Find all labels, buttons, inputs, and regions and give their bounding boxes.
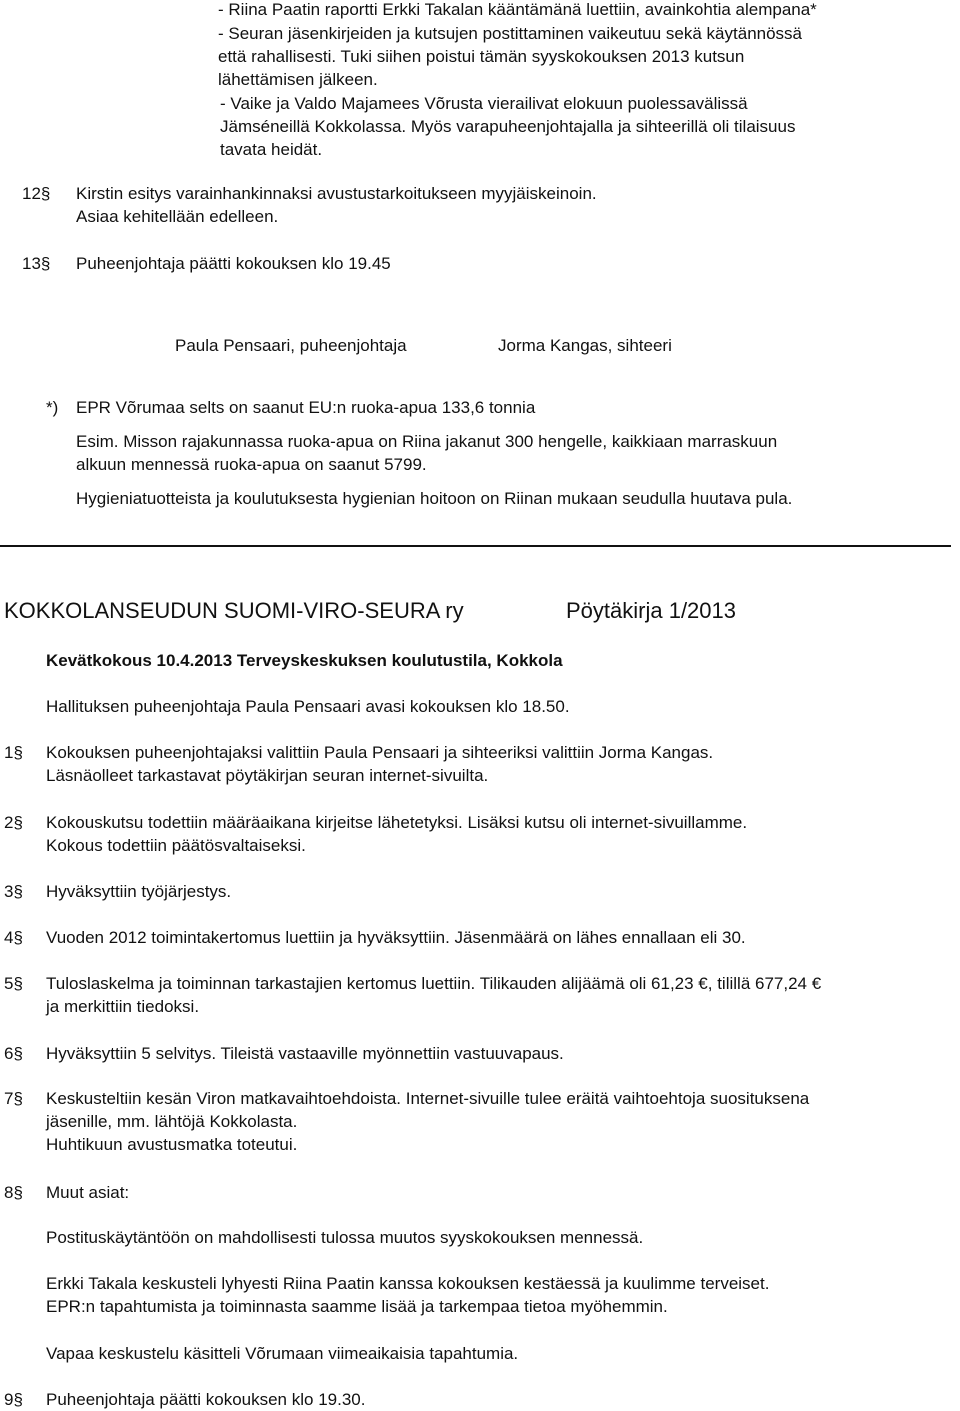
section-text: ja merkittiin tiedoksi.	[46, 997, 200, 1016]
bullet-text: että rahallisesti. Tuki siihen poistui tämän syyskokouksen 2013 kutsun	[218, 47, 745, 66]
bullet-text: - Vaike ja Valdo Majamees Võrusta vierailivat elokuun puolessavälissä	[220, 94, 748, 113]
section-number: 4§	[4, 928, 23, 947]
bullet-text: Jämséneillä Kokkolassa. Myös varapuheenjohtajalla ja sihteerillä oli tilaisuus	[220, 117, 796, 136]
other-paragraph: Postituskäytäntöön on mahdollisesti tulossa muutos syyskokouksen mennessä.	[46, 1228, 644, 1247]
section-number: 3§	[4, 882, 23, 901]
other-paragraph: Vapaa keskustelu käsitteli Võrumaan viimeaikaisia tapahtumia.	[46, 1344, 519, 1363]
section-number: 5§	[4, 974, 23, 993]
section-text: Läsnäolleet tarkastavat pöytäkirjan seuran internet-sivuilta.	[46, 766, 489, 785]
section-text: Muut asiat:	[46, 1183, 130, 1202]
section-text: Asiaa kehitellään edelleen.	[76, 207, 279, 226]
other-paragraph: EPR:n tapahtumista ja toiminnasta saamme lisää ja tarkempaa tietoa myöhemmin.	[46, 1297, 668, 1316]
section-number: 8§	[4, 1183, 23, 1202]
bullet-text: tavata heidät.	[220, 140, 323, 159]
section-text: Kokouskutsu todettiin määräaikana kirjeitse lähetetyksi. Lisäksi kutsu oli internet-sivuillamme.	[46, 813, 748, 832]
section-text: Kokouksen puheenjohtajaksi valittiin Paula Pensaari ja sihteeriksi valittiin Jorma Kangas.	[46, 743, 714, 762]
section-number: 7§	[4, 1089, 23, 1108]
section-text: Vuoden 2012 toimintakertomus luettiin ja hyväksyttiin. Jäsenmäärä on lähes ennallaan eli 30.	[46, 928, 746, 947]
bullet-text: lähettämisen jälkeen.	[218, 70, 378, 89]
opening-text: Hallituksen puheenjohtaja Paula Pensaari avasi kokouksen klo 18.50.	[46, 697, 570, 716]
footnote-text: alkuun mennessä ruoka-apua on saanut 5799.	[76, 455, 427, 474]
bullet-text: - Riina Paatin raportti Erkki Takalan kääntämänä luettiin, avainkohtia alempana*	[218, 0, 817, 19]
section-number: 1§	[4, 743, 23, 762]
section-text: Hyväksyttiin 5 selvitys. Tileistä vastaaville myönnettiin vastuuvapaus.	[46, 1044, 564, 1063]
footnote-text: Hygieniatuotteista ja koulutuksesta hygienian hoitoon on Riinan mukaan seudulla huutava pula.	[76, 489, 793, 508]
section-text: Hyväksyttiin työjärjestys.	[46, 882, 232, 901]
section-text: Huhtikuun avustusmatka toteutui.	[46, 1135, 298, 1154]
document-id: Pöytäkirja 1/2013	[566, 598, 736, 623]
section-number: 12§	[22, 184, 51, 203]
section-text: Keskusteltiin kesän Viron matkavaihtoehdoista. Internet-sivuille tulee eräitä vaihtoehtoja suosituksena	[46, 1089, 810, 1108]
other-paragraph: Erkki Takala keskusteli lyhyesti Riina Paatin kanssa kokouksen kestäessä ja kuulimme terveiset.	[46, 1274, 770, 1293]
section-text: Puheenjohtaja päätti kokouksen klo 19.45	[76, 254, 391, 273]
footnote-mark: *)	[46, 398, 59, 417]
signature-chair: Paula Pensaari, puheenjohtaja	[175, 336, 407, 355]
organization-name: KOKKOLANSEUDUN SUOMI-VIRO-SEURA ry	[4, 598, 464, 623]
section-text: Tuloslaskelma ja toiminnan tarkastajien kertomus luettiin. Tilikauden alijäämä oli 61,23 €, tilillä 677,24 €	[46, 974, 822, 993]
section-number: 6§	[4, 1044, 23, 1063]
section-text: Kirstin esitys varainhankinnaksi avustustarkoitukseen myyjäiskeinoin.	[76, 184, 597, 203]
section-number: 2§	[4, 813, 23, 832]
page-divider	[0, 545, 951, 547]
bullet-text: - Seuran jäsenkirjeiden ja kutsujen postittaminen vaikeutuu sekä käytännössä	[218, 24, 803, 43]
footnote-title: EPR Võrumaa selts on saanut EU:n ruoka-apua 133,6 tonnia	[76, 398, 536, 417]
section-number: 9§	[4, 1390, 23, 1409]
section-text: jäsenille, mm. lähtöjä Kokkolasta.	[46, 1112, 298, 1131]
section-number: 13§	[22, 254, 51, 273]
meeting-heading: Kevätkokous 10.4.2013 Terveyskeskuksen koulutustila, Kokkola	[46, 651, 563, 670]
section-text: Puheenjohtaja päätti kokouksen klo 19.30.	[46, 1390, 366, 1409]
signature-secretary: Jorma Kangas, sihteeri	[498, 336, 672, 355]
footnote-text: Esim. Misson rajakunnassa ruoka-apua on Riina jakanut 300 hengelle, kaikkiaan marraskuun	[76, 432, 778, 451]
section-text: Kokous todettiin päätösvaltaiseksi.	[46, 836, 306, 855]
